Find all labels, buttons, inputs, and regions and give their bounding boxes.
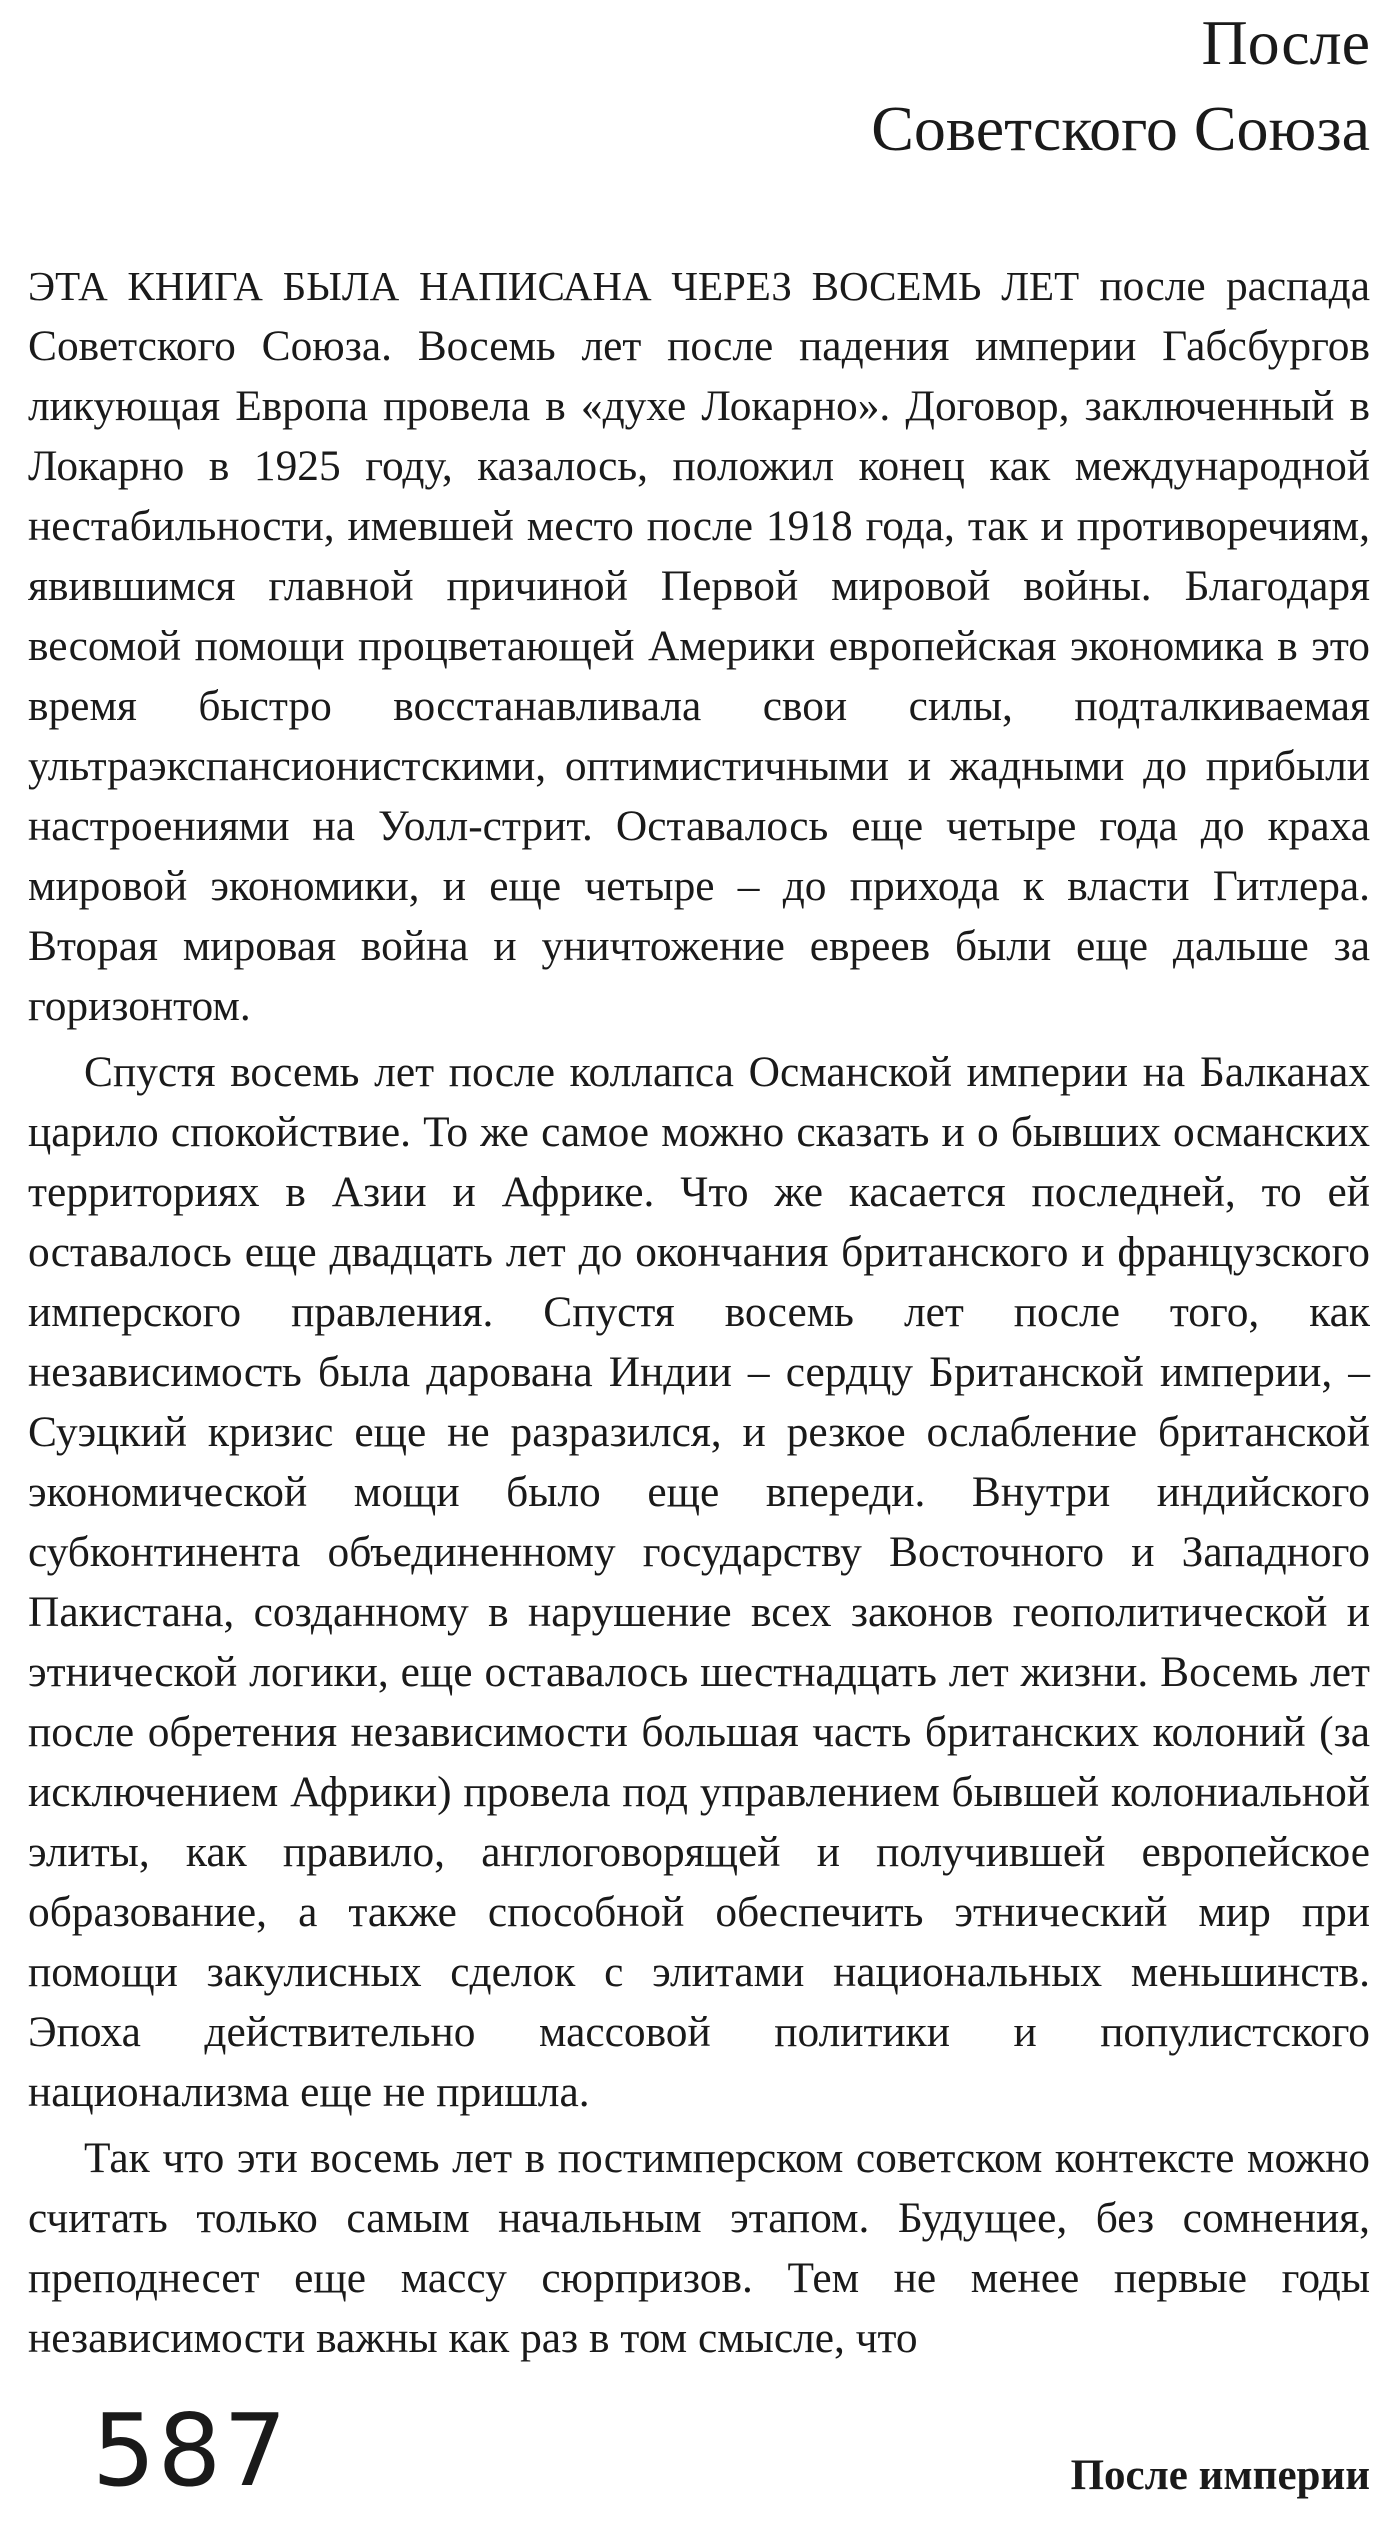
body-text: [28, 256, 1370, 2368]
chapter-title-line-1: После: [1201, 7, 1370, 78]
paragraph-3: Так что эти восемь лет в постимперском советском контексте можно считать только самым начальным этапом. Будущее, без сомнения, преподнесет еще массу сюрпризов. Тем не менее первые годы независимости важны как раз в том смысле, что: [28, 2134, 1370, 2362]
chapter-title-line-2: Советского Союза: [871, 93, 1370, 164]
paragraph-2: Спустя восемь лет после коллапса Османской империи на Балканах царило спокойствие. То же самое можно сказать и о бывших османских территориях в Азии и Африке. Что же касается последней, то ей оставалось еще двадцать лет до окончания британского и французского имперского правления. Спустя восемь лет после того, как независимость была дарована Индии – сердцу Британской империи, – Суэцкий кризис еще не разразился, и резкое ослабление британской экономической мощи было еще впереди. Внутри индийского субконтинента объединенному государству Восточного и Западного Пакистана, созданному в нарушение всех законов геополитической и этнической логики, еще оставалось шестнадцать лет жизни. Восемь лет после обретения независимости большая часть британских колоний (за исключением Африки) провела под управлением бывшей колониальной элиты, как правило, англоговорящей и получившей европейское образование, а также способной обеспечить этнический мир при помощи закулисных сделок с элитами национальных меньшинств. Эпоха действительно массовой политики и популистского национализма еще не пришла.: [28, 1048, 1370, 2116]
page-number: 587: [92, 2392, 289, 2509]
paragraph-1-text: после распада Советского Союза. Восемь лет после падения империи Габсбургов ликующая Европа провела в «духе Локарно». Договор, заключенный в Локарно в 1925 году, казалось, положил конец как международной нестабильности, имевшей место после 1918 года, так и противоречиям, явившимся главной причиной Первой мировой войны. Благодаря весомой помощи процветающей Америки европейская экономика в это время быстро восстанавливала свои силы, подталкиваемая ультраэкспансионистскими, оптимистичными и жадными до прибыли настроениями на Уолл-стрит. Оставалось еще четыре года до краха мировой экономики, и еще четыре – до прихода к власти Гитлера. Вторая мировая война и уничтожение евреев были еще дальше за горизонтом.: [28, 262, 1370, 1030]
paragraph-1: [28, 256, 1370, 1036]
running-footer-title: После империи: [1070, 2452, 1370, 2499]
run-in-caps: ЭТА КНИГА БЫЛА НАПИСАНА ЧЕРЕЗ ВОСЕМЬ ЛЕТ: [28, 263, 1080, 309]
chapter-title: [871, 0, 1370, 172]
